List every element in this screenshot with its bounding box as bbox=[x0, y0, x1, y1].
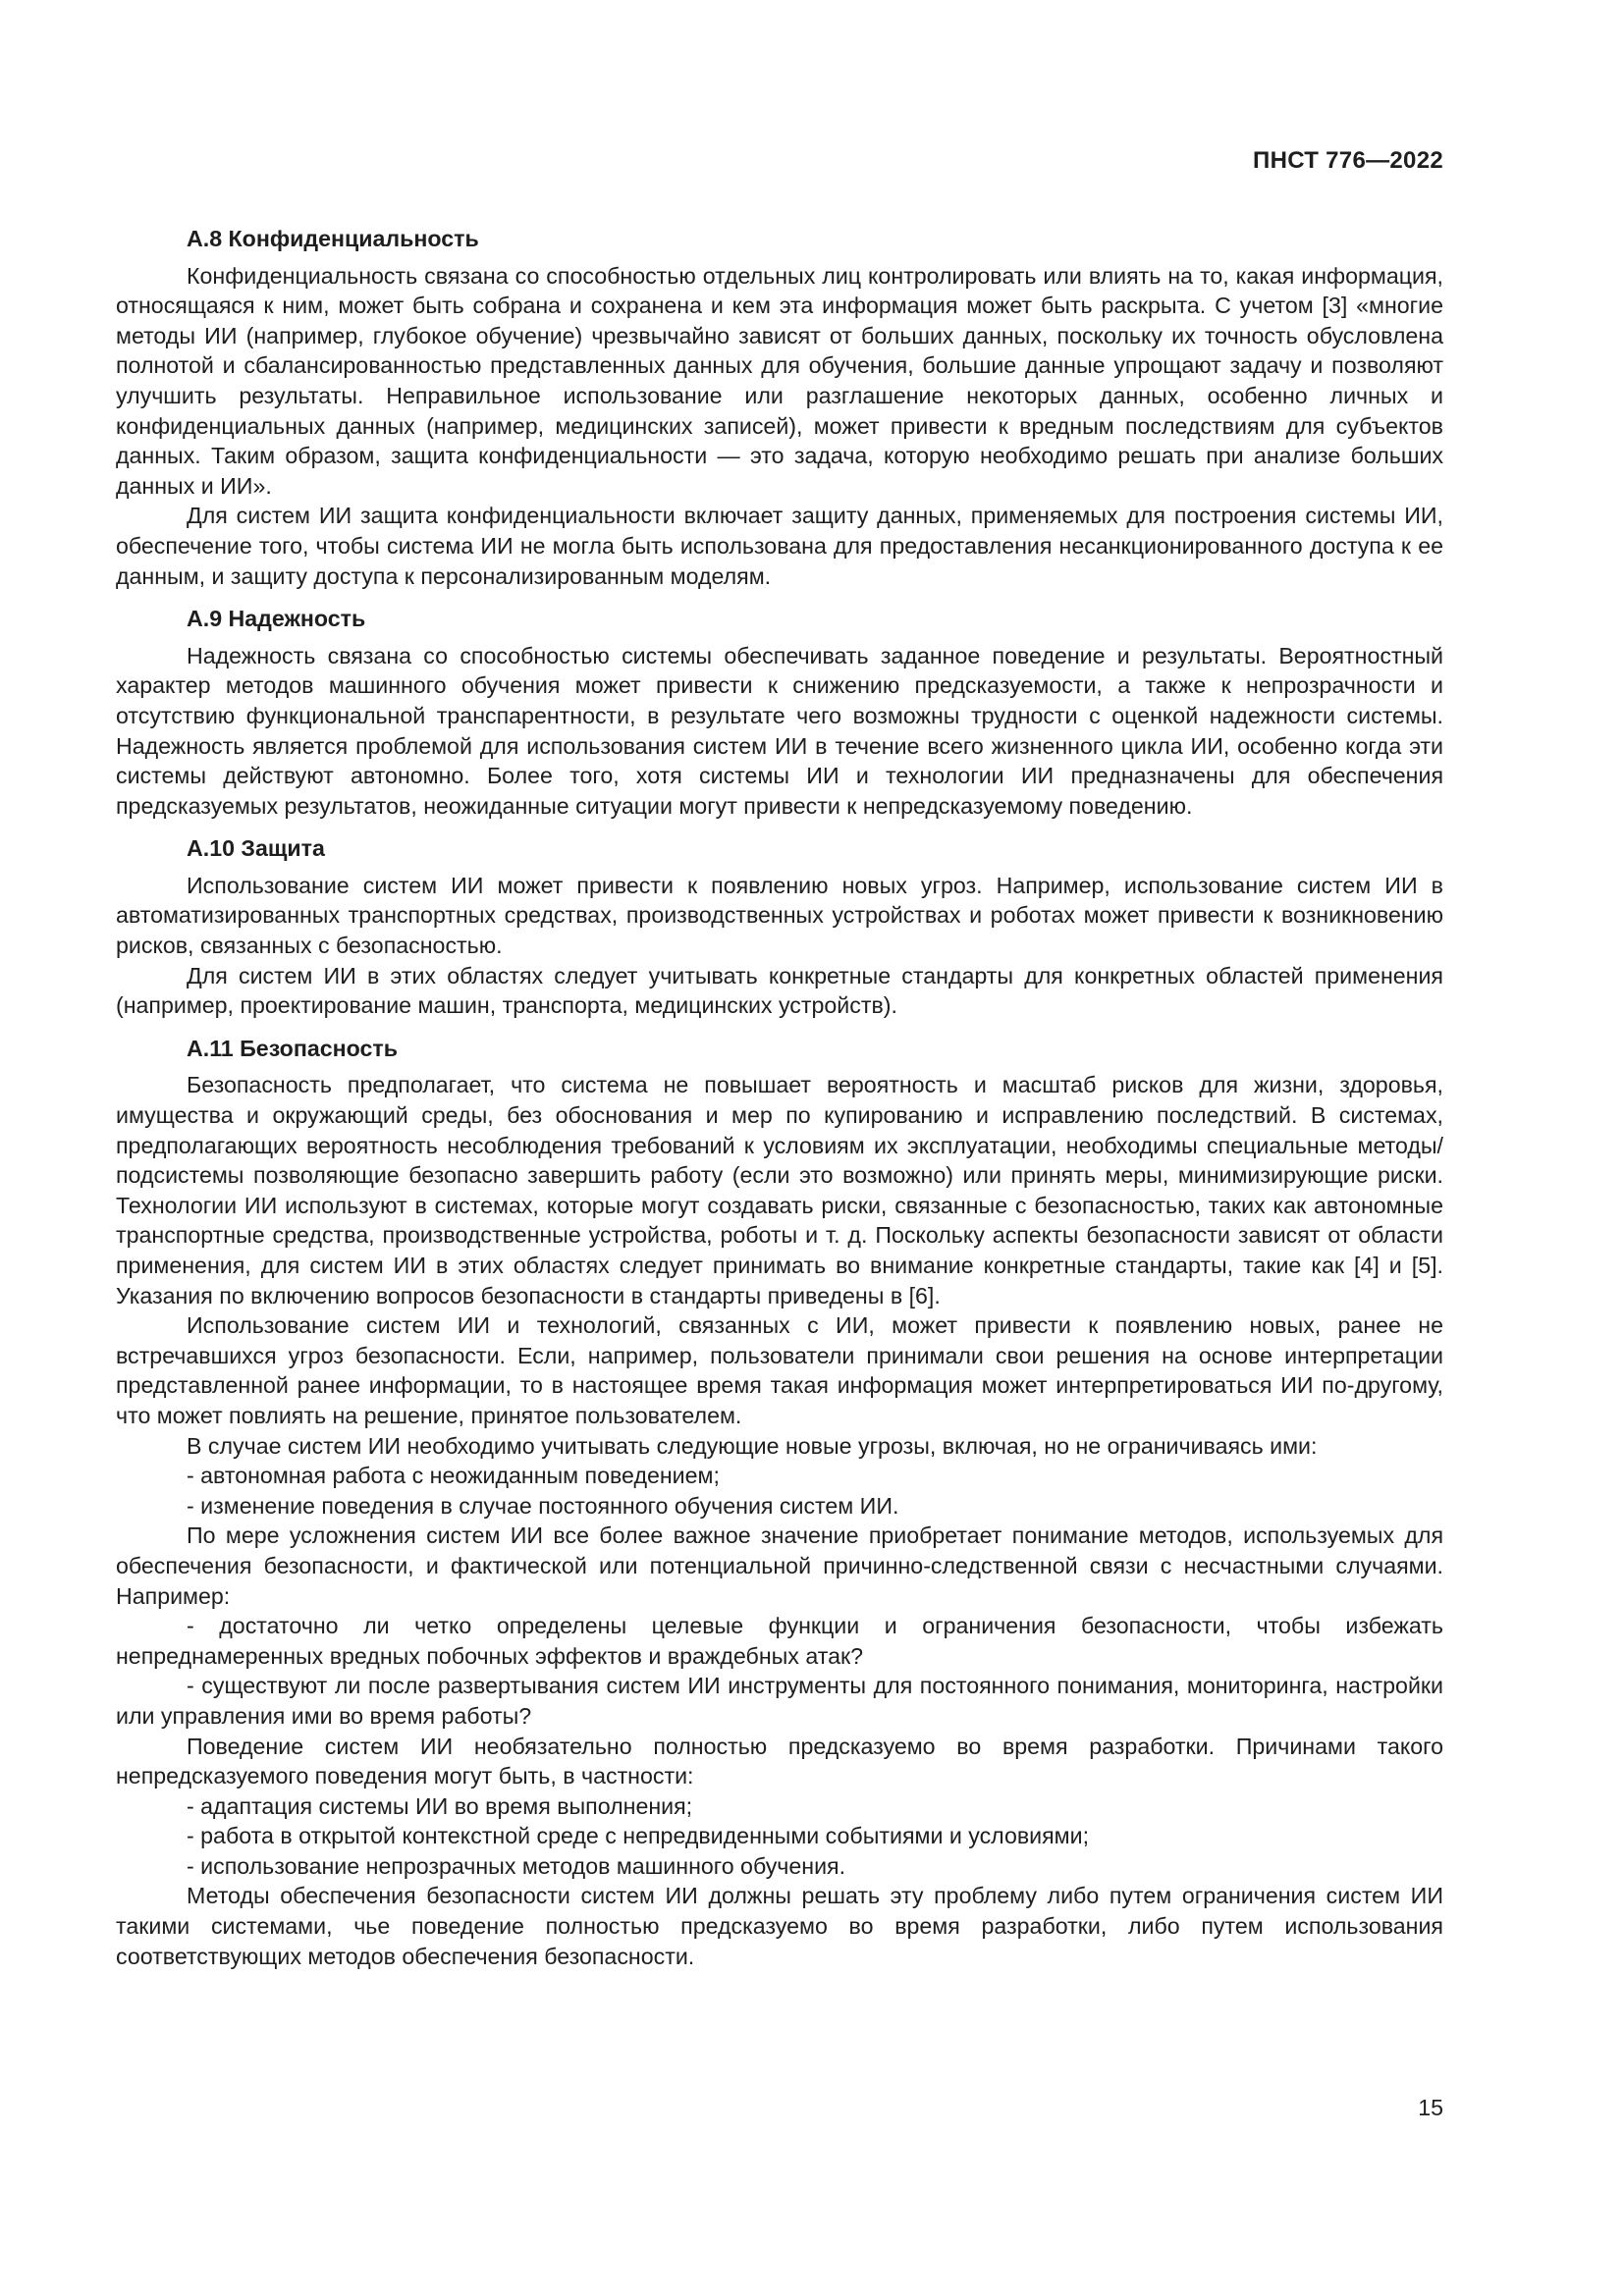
section-heading: А.8 Конфиденциальность bbox=[187, 226, 479, 251]
paragraph: Методы обеспечения безопасности систем ИИ должны решать эту проблему либо путем ограничения систем ИИ такими системами, чье поведение полностью предсказуемо во время разработки, либо путем использования соответствующих методов обеспечения безопасности. bbox=[116, 1883, 1443, 1969]
section bbox=[116, 224, 1443, 591]
page-number: 15 bbox=[1418, 2095, 1443, 2120]
paragraph: В случае систем ИИ необходимо учитывать следующие новые угрозы, включая, но не ограничиваясь ими: bbox=[187, 1432, 1318, 1459]
paragraph: Безопасность предполагает, что система не повышает вероятность и масштаб рисков для жизни, здоровья, имущества и окружающий среды, без обоснования и мер по купированию и исправлению последствий. В системах, предполагающих вероятность несоблюдения требований к условиям их эксплуатации, необходимы специальные методы/подсистемы позволяющие безопасно завершить работу (если это возможно) или принять меры, минимизирующие риски. Технологии ИИ используют в системах, которые могут создавать риски, связанные с безопасностью, таких как автономные транспортные средства, производственные устройства, роботы и т. д. Поскольку аспекты безопасности зависят от области применения, для систем ИИ в этих областях следует принимать во внимание конкретные стандарты, такие как [4] и [5]. Указания по включению вопросов безопасности в стандарты приведены в [6]. bbox=[116, 1072, 1443, 1308]
list-item: - изменение поведения в случае постоянного обучения систем ИИ. bbox=[187, 1492, 899, 1519]
section bbox=[116, 1034, 1443, 1971]
section-heading: А.10 Защита bbox=[187, 835, 325, 862]
document-id: ПНСТ 776—2022 bbox=[1253, 147, 1443, 174]
paragraph: По мере усложнения систем ИИ все более важное значение приобретает понимание методов, используемых для обеспечения безопасности, и фактической или потенциальной причинно-следственной связи с несчастными случаями. Например: bbox=[116, 1522, 1443, 1609]
section-heading: А.9 Надежность bbox=[187, 606, 366, 632]
paragraph: Надежность связана со способностью системы обеспечивать заданное поведение и результаты. Вероятностный характер методов машинного обучения может привести к снижению предсказуемости, а также к непрозрачности и отсутствию функциональной транспарентности, в результате чего возможны трудности с оценкой надежности системы. Надежность является проблемой для использования систем ИИ в течение всего жизненного цикла ИИ, особенно когда эти системы действуют автономно. Более того, хотя системы ИИ и технологии ИИ предназначены для обеспечения предсказуемых результатов, неожиданные ситуации могут привести к непредсказуемому поведению. bbox=[116, 642, 1443, 819]
paragraph: - достаточно ли четко определены целевые функции и ограничения безопасности, чтобы избежать непреднамеренных вредных побочных эффектов и враждебных атак? bbox=[116, 1613, 1443, 1669]
list-item: - работа в открытой контекстной среде с непредвиденными событиями и условиями; bbox=[187, 1823, 1090, 1849]
paragraph: Конфиденциальность связана со способностью отдельных лиц контролировать или влиять на то, какая информация, относящаяся к ним, может быть собрана и сохранена и кем эта информация может быть раскрыта. С учетом [3] «многие методы ИИ (например, глубокое обучение) чрезвычайно зависят от больших данных, поскольку их точность обусловлена полнотой и сбалансированностью представленных данных для обучения, большие данные упрощают задачу и позволяют улучшить результаты. Неправильное использование или разглашение некоторых данных, особенно личных и конфиденциальных данных (например, медицинских записей), может привести к вредным последствиям для субъектов данных. Таким образом, защита конфиденциальности — это задача, которую необходимо решать при анализе больших данных и ИИ». bbox=[116, 262, 1443, 499]
document-body bbox=[116, 224, 1443, 1984]
list-item: - автономная работа с неожиданным поведением; bbox=[187, 1463, 720, 1489]
paragraph: Поведение систем ИИ необязательно полностью предсказуемо во время разработки. Причинами такого непредсказуемого поведения могут быть, в частности: bbox=[116, 1733, 1443, 1789]
list-item: - адаптация системы ИИ во время выполнения; bbox=[187, 1792, 693, 1819]
paragraph: - существуют ли после развертывания систем ИИ инструменты для постоянного понимания, мониторинга, настройки или управления ими во время работы? bbox=[116, 1673, 1443, 1729]
paragraph: Использование систем ИИ может привести к появлению новых угроз. Например, использование систем ИИ в автоматизированных транспортных средствах, производственных устройствах и роботах может привести к возникновению рисков, связанных с безопасностью. bbox=[116, 872, 1443, 959]
section bbox=[116, 604, 1443, 821]
list-item: - использование непрозрачных методов машинного обучения. bbox=[187, 1852, 846, 1879]
paragraph: Для систем ИИ в этих областях следует учитывать конкретные стандарты для конкретных областей применения (например, проектирование машин, транспорта, медицинских устройств). bbox=[116, 962, 1443, 1019]
section bbox=[116, 833, 1443, 1021]
paragraph: Для систем ИИ защита конфиденциальности включает защиту данных, применяемых для построения системы ИИ, обеспечение того, чтобы система ИИ не могла быть использована для предоставления несанкционированного доступа к ее данным, и защиту доступа к персонализированным моделям. bbox=[116, 503, 1443, 589]
section-heading: А.11 Безопасность bbox=[187, 1035, 398, 1061]
paragraph: Использование систем ИИ и технологий, связанных с ИИ, может привести к появлению новых, ранее не встречавшихся угроз безопасности. Если, например, пользователи принимали свои решения на основе интерпретации представленной ранее информации, то в настоящее время такая информация может интерпретироваться ИИ по-другому, что может повлиять на решение, принятое пользователем. bbox=[116, 1312, 1443, 1428]
